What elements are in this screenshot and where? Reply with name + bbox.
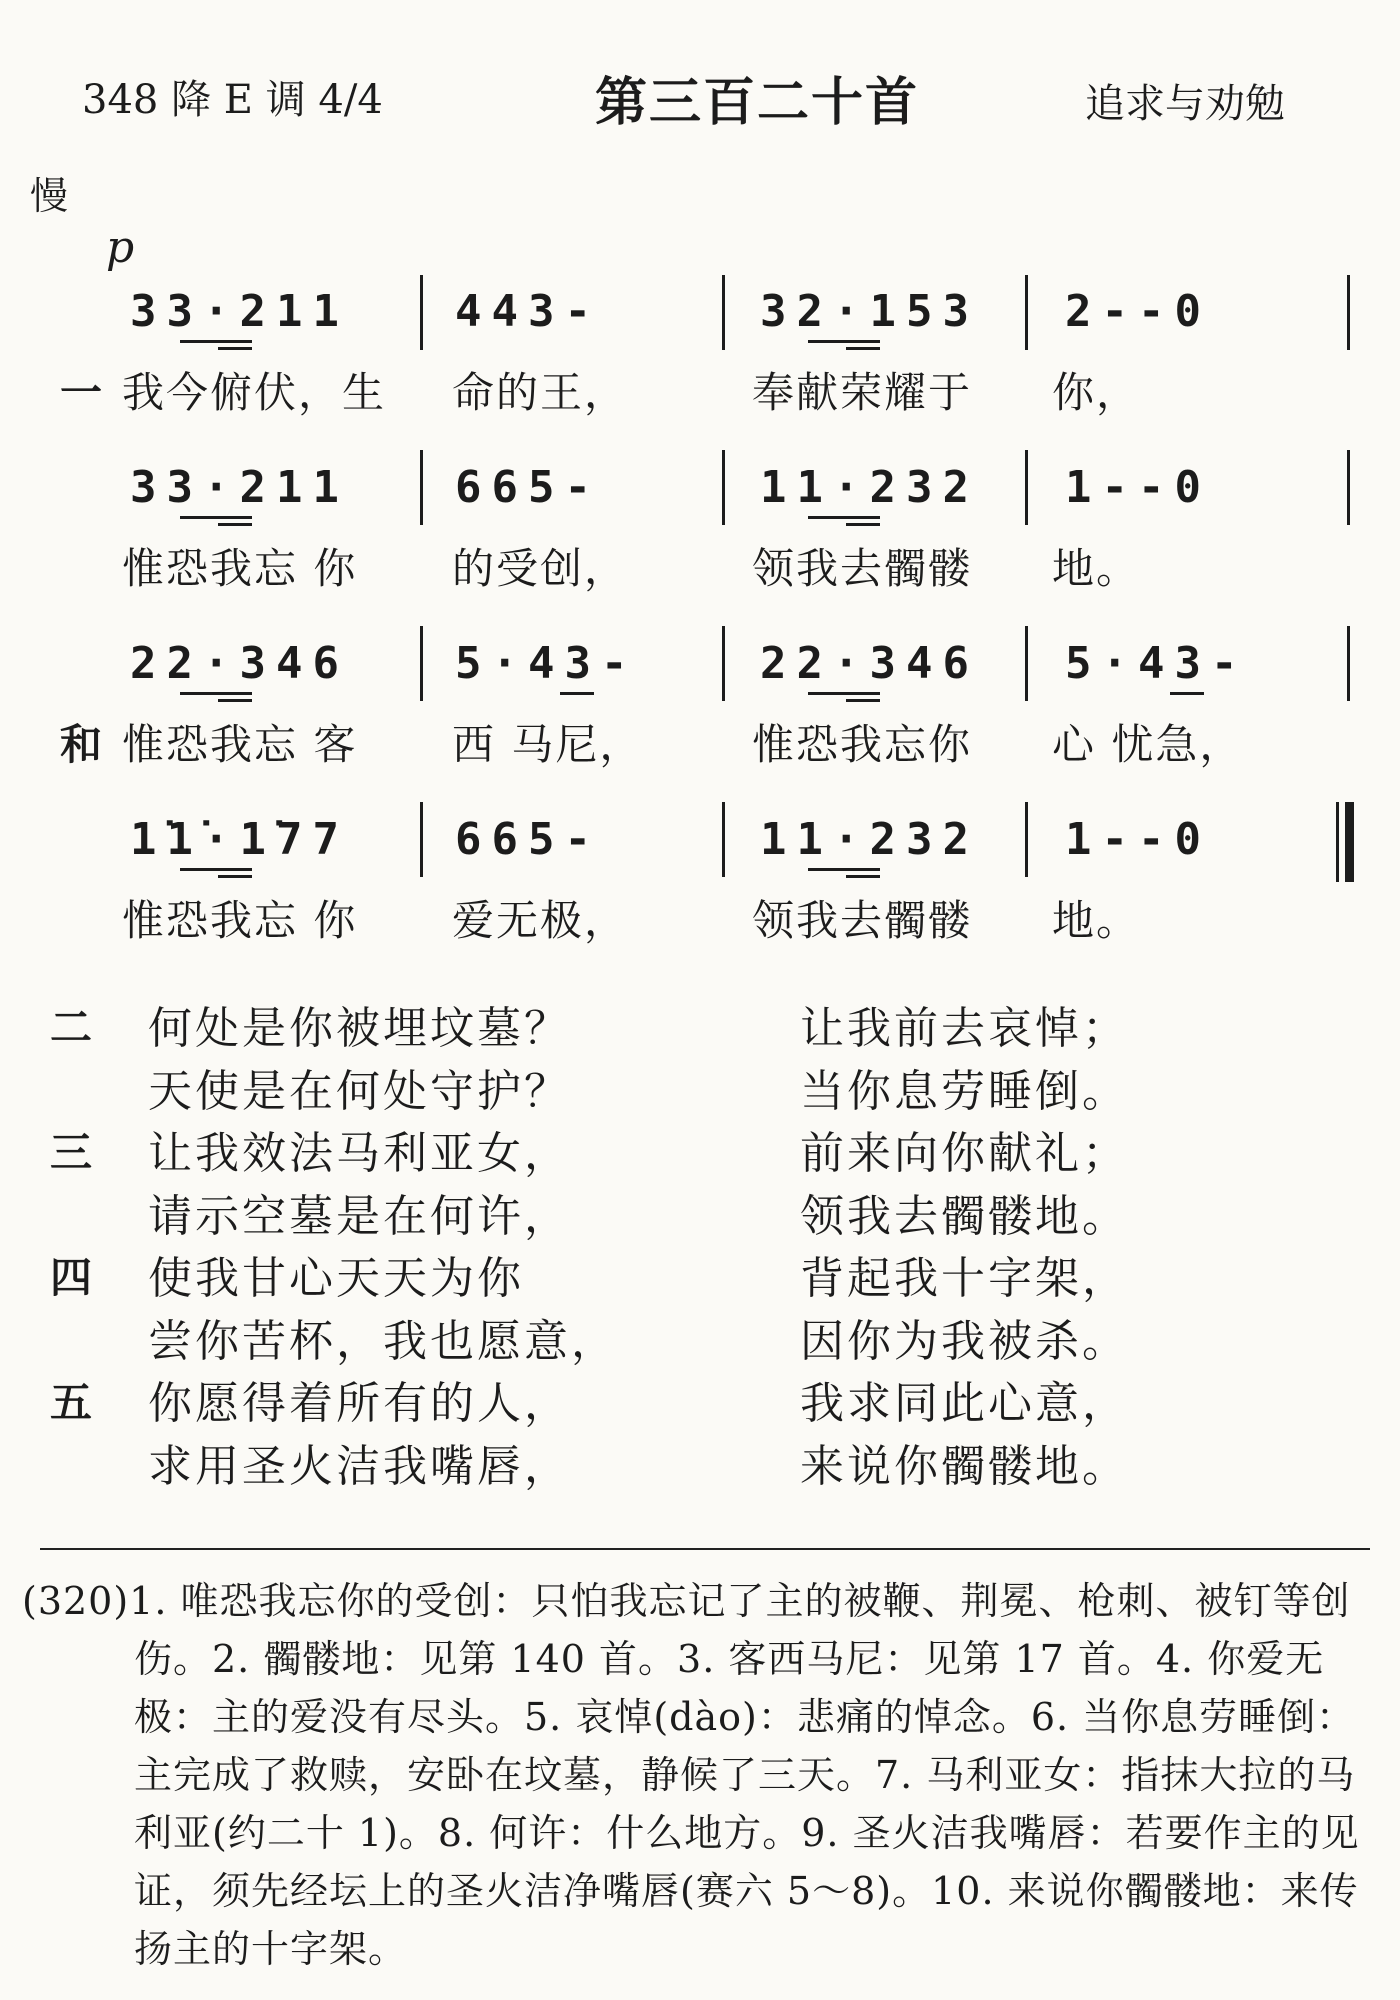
measure-notes: 33·211 xyxy=(130,462,349,513)
lyric-line: 惟恐我忘 你 xyxy=(122,544,358,593)
barline xyxy=(1025,626,1028,701)
beam-line xyxy=(846,523,880,526)
measure-notes: 22·346 xyxy=(760,638,979,689)
barline xyxy=(722,450,725,525)
dynamic-marking: p xyxy=(106,222,135,273)
barline xyxy=(722,802,725,877)
beam-line xyxy=(180,340,252,343)
beam-line xyxy=(218,523,252,526)
beam-line xyxy=(808,868,880,871)
stanza-line: 请示空墓是在何许， xyxy=(148,1191,571,1242)
beam-line xyxy=(808,340,880,343)
barline xyxy=(1025,450,1028,525)
stanza-line: 当你息劳睡倒。 xyxy=(800,1066,1129,1117)
stanza-line: 因你为我被杀。 xyxy=(800,1316,1129,1367)
beam-line xyxy=(180,516,252,519)
measure-notes: 11·232 xyxy=(760,462,979,513)
lyric-line: 惟恐我忘 客 xyxy=(122,720,358,769)
beam-line xyxy=(808,516,880,519)
measure-notes: 22·346 xyxy=(130,638,349,689)
measure-notes: 5·43- xyxy=(1065,638,1248,689)
beam-line xyxy=(808,692,880,695)
barline xyxy=(1347,626,1350,701)
lyric-line: 惟恐我忘 你 xyxy=(122,896,358,945)
stanza-line: 让我效法马利亚女， xyxy=(148,1128,571,1179)
beam-line xyxy=(846,347,880,350)
barline xyxy=(420,450,423,525)
barline xyxy=(722,275,725,350)
lyric-line: 领我去髑髅 xyxy=(752,544,973,593)
stanza-line: 让我前去哀悼； xyxy=(800,1003,1129,1054)
beam-line xyxy=(218,699,252,702)
measure-notes: 443- xyxy=(455,286,601,337)
stanza-line: 来说你髑髅地。 xyxy=(800,1441,1129,1492)
lyric-line: 西 马尼， xyxy=(452,720,644,769)
lyric-line: 命的王， xyxy=(452,368,629,417)
footnotes: (320)1. 唯恐我忘你的受创：只怕我忘记了主的被鞭、荆冕、枪刺、被钉等创伤。2. 髑髅地：见第 140 首。3. 客西马尼：见第 17 首。4. 你爱无极：主的爱没有尽头。5. 哀悼(dào)：悲痛的悼念。6. 当你息劳睡倒：主完成了救赎，安卧在坟墓，静候了三天。7. 马利亚女：指抹大拉的马利亚(约二十 1)。8. 何许：什么地方。9. 圣火洁我嘴唇：若要作主的见证，须先经坛上的圣火洁净嘴唇(赛六 5～8)。10. 来说你髑髅地：来传扬主的十字架。 xyxy=(22,1579,1360,1971)
stanza-number: 五 xyxy=(50,1378,93,1427)
measure-notes: 1--0 xyxy=(1065,814,1211,865)
beam-line xyxy=(846,699,880,702)
beam-line xyxy=(1170,692,1204,695)
measure-notes: 1--0 xyxy=(1065,462,1211,513)
beam-line xyxy=(218,875,252,878)
stanza-number: 三 xyxy=(50,1128,93,1177)
stanza-number: 二 xyxy=(50,1003,93,1052)
lyric-line: 你， xyxy=(1052,368,1141,417)
beam-line xyxy=(560,692,594,695)
beam-line xyxy=(218,347,252,350)
lyric-line: 的受创， xyxy=(452,544,629,593)
barline xyxy=(722,626,725,701)
barline xyxy=(420,626,423,701)
lyric-line: 我今俯伏，生 xyxy=(122,368,387,417)
final-barline-thin xyxy=(1336,802,1339,882)
measure-notes: 665- xyxy=(455,814,601,865)
lyric-line: 爱无极， xyxy=(452,896,629,945)
stanza-line: 天使是在何处守护？ xyxy=(148,1066,571,1117)
lyric-line: 地。 xyxy=(1052,896,1141,945)
stanza-line: 背起我十字架， xyxy=(800,1253,1129,1304)
divider xyxy=(40,1548,1370,1550)
tempo-marking: 慢 xyxy=(30,174,69,218)
beam-line xyxy=(180,868,252,871)
stanza-line: 何处是你被埋坟墓？ xyxy=(148,1003,571,1054)
stanza-line: 我求同此心意， xyxy=(800,1378,1129,1429)
stanza-line: 求用圣火洁我嘴唇， xyxy=(148,1441,571,1492)
beam-line xyxy=(846,875,880,878)
stanza-number: 四 xyxy=(50,1253,93,1302)
stanza-line: 你愿得着所有的人， xyxy=(148,1378,571,1429)
lyric-line: 心 忧急， xyxy=(1052,720,1244,769)
measure-notes: 5·43- xyxy=(455,638,638,689)
measure-notes: 33·211 xyxy=(130,286,349,337)
lyric-line: 惟恐我忘你 xyxy=(752,720,973,769)
verse-number: 一 xyxy=(60,368,103,417)
barline xyxy=(1025,275,1028,350)
measure-notes: 1̇1̇·1̇77 xyxy=(130,814,349,865)
barline xyxy=(1347,450,1350,525)
lyric-line: 领我去髑髅 xyxy=(752,896,973,945)
stanza-line: 前来向你献礼； xyxy=(800,1128,1129,1179)
page-title: 第三百二十首 xyxy=(595,73,920,133)
measure-notes: 32·153 xyxy=(760,286,979,337)
measure-notes: 665- xyxy=(455,462,601,513)
measure-notes: 2--0 xyxy=(1065,286,1211,337)
barline xyxy=(1347,275,1350,350)
stanza-line: 领我去髑髅地。 xyxy=(800,1191,1129,1242)
final-barline-thick xyxy=(1345,802,1354,882)
lyric-line: 地。 xyxy=(1052,544,1141,593)
refrain-marker: 和 xyxy=(60,720,103,769)
key-signature: 348 降 E 调 4/4 xyxy=(82,77,383,123)
stanza-line: 尝你苦杯，我也愿意， xyxy=(148,1316,618,1367)
beam-line xyxy=(180,692,252,695)
barline xyxy=(420,275,423,350)
stanza-line: 使我甘心天天为你 xyxy=(148,1253,524,1304)
measure-notes: 11·232 xyxy=(760,814,979,865)
barline xyxy=(420,802,423,877)
barline xyxy=(1025,802,1028,877)
hymn-category: 追求与劝勉 xyxy=(1085,81,1285,127)
lyric-line: 奉献荣耀于 xyxy=(752,368,973,417)
